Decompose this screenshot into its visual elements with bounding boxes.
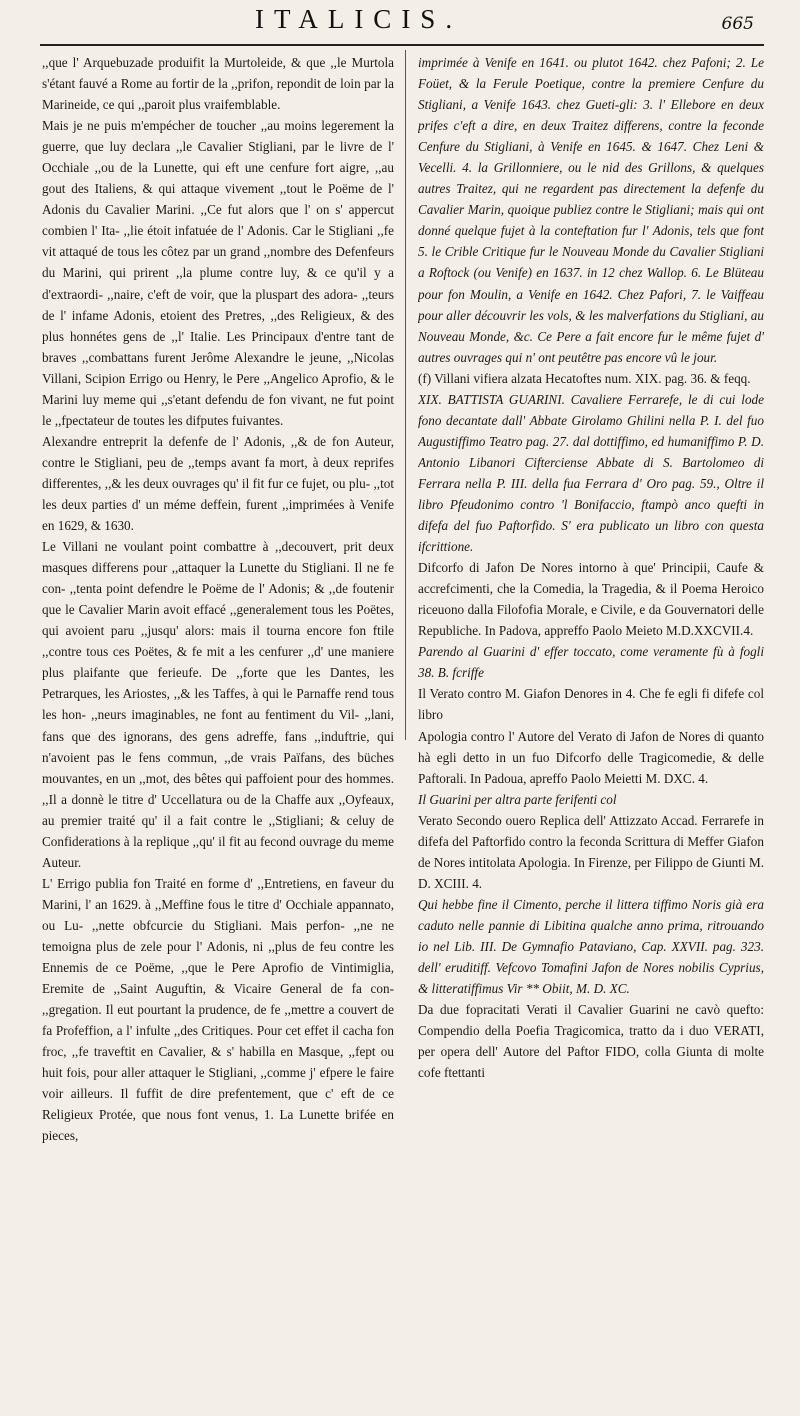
header-rule xyxy=(40,44,764,46)
right-paragraph: imprimée à Venife en 1641. ou plutot 1642. chez Pafoni; 2. Le Foüet, & la Ferule Poetique, contre la premiere Cenfure du Stigliani, a Venife 1643. chez Gueti-gli: 3. l' Ellebore en deux prifes c'eft a dire, en deux Traitez differens, contre la feconde Cenfure du Stigliani, à Venife en 1645. & 1647. Chez Leni & Vecelli. 4. la Grillonniere, ou le nid des Grillons, & quelques autres Traitez, qui ne regardent pas directement la defenfe du Cavalier Marin, quoique publiez contre le Stigliani; mais qui ont donné quelque fujet à la conteftation fur l' Adonis, tels que font 5. le Crible Critique fur le Nouveau Monde du Cavalier Stigliani a Roftock (ou Venife) en 1637. in 12 chez Wallop. 6. Le Blüteau pour fon Moulin, a Venife en 1642. Chez Pafori, 7. le Vaiffeau pour aller découvrir les vols, & les malverfations du Stigliani, au Nouveau Monde, &c. Ce Pere a fait encore fur le même fujet d' autres ouvrages qui n' ont peutêtre pas encore vû le jour. xyxy=(418,55,764,365)
right-paragraph: Il Guarini per altra parte ferifenti col xyxy=(418,791,617,807)
left-paragraph: ,,que l' Arquebuzade produifit la Murtoleide, & que ,,le Murtola s'étant fauvé a Rome au fortir de la ,,prifon, repondit de loin par la Marineide, ce qui ,,paroit plus vraifemblable. xyxy=(42,55,394,113)
page-header xyxy=(0,0,800,48)
right-paragraph: Verato Secondo ouero Replica dell' Attizzato Accad. Ferrarefe in difefa del Paftorfido contro la feconda Scrittura di Meffer Giafon de Nores intitolata Apologia. In Firenze, per Filippo de Giunti M. D. XCIII. 4. xyxy=(418,812,764,891)
right-paragraph: Apologia contro l' Autore del Verato di Jafon de Nores di quanto hà egli detto in un fuo Difcorfo delle Tragicomedie, & delle Paftorali. In Padoua, apreffo Paolo Meietti M. DXC. 4. xyxy=(418,728,764,786)
left-paragraph: Alexandre entreprit la defenfe de l' Adonis, ,,& de fon Auteur, contre le Stigliani, peu de ,,temps avant fa mort, à deux reprifes differentes, ,,& les deux ouvrages qu' il fit fur ce fujet, ou plu- ,,tot les deux parties d' un méme deffein, furent ,,imprimées à Venife en 1629, & 1630. xyxy=(42,433,394,534)
right-paragraph: Il Verato contro M. Giafon Denores in 4. Che fe egli fi difefe col libro xyxy=(418,686,764,723)
column-divider xyxy=(405,50,406,740)
right-paragraph: XIX. BATTISTA GUARINI. Cavaliere Ferrarefe, le di cui lode fono decantate dall' Abbate Girolamo Ghilini nella P. I. del fuo Augustiffimo Teatro pag. 27. dal dottiffimo, ed humaniffimo P. D. Antonio Libanori Cifterciense Abbate di S. Bartolomeo di Ferrara nella P. III. della fua Ferrara d' Oro pag. 59., Oltre il libro Pfeudonimo contro 'l Bonifaccio, ftampò anco quefti in difefa del fuo Paftorfido. S' era publicato un libro con questa ifcrittione. xyxy=(418,391,764,555)
right-paragraph: Parendo al Guarini d' effer toccato, come veramente fù à fogli 38. B. fcriffe xyxy=(418,644,764,681)
running-title: ITALICIS. xyxy=(255,4,463,34)
right-paragraph: Qui hebbe fine il Cimento, perche il littera tiffimo Noris già era caduto nelle pannie di Libitina qualche anno prima, ritrouando io nel Lib. III. De Gymnafio Pataviano, Cap. XXVII. pag. 323. dell' eruditiff. Vefcovo Tomafini Jafon de Nores nobilis Cyprius, & litteratiffimus Vir ** Obiit, M. D. XC. xyxy=(418,896,764,997)
right-paragraph: Difcorfo di Jafon De Nores intorno à que' Principii, Caufe & accrefcimenti, che la Comedia, la Tragedia, & il Poema Heroico riceuono dalla Filofofia Morale, e Civile, e da Gouvernatori delle Republiche. In Padova, appreffo Paolo Meieto M.D.XXCVII.4. xyxy=(418,560,764,639)
right-paragraph: Da due fopracitati Verati il Cavalier Guarini ne cavò quefto: Compendio della Poefia Tragicomica, tratto da i duo VERATI, per opera dell' Autore del Paftor FIDO, colla Giunta di molte cofe ftettanti xyxy=(418,1002,764,1081)
footnote-f: (f) Villani vifiera alzata Hecatoftes num. XIX. pag. 36. & feqq. xyxy=(418,370,751,386)
left-column xyxy=(42,52,394,1402)
page-number: 665 xyxy=(721,14,754,34)
left-paragraph: Le Villani ne voulant point combattre à ,,decouvert, prit deux masques differens pour ,,attaquer la Lunette du Stigliani. Il ne fe con- ,,tenta point defendre le Poëme de l' Adonis; & ,,de foutenir que le Cavalier Marin avoit effacé ,,generalement tous les Poëtes, qui avoient paru ,,jusqu' alors: mais il tourna encore fon ftile ,,contre tous ces Poëtes, & fe mit a les cenfurer ,,d' une maniere plus plaifante que ferieufe. De ,,forte que les Dantes, les Petrarques, les Ariostes, ,,& les Taffes, à qui le Parnaffe rend tous les hon- ,,neurs imaginables, ne font au fentiment du Vil- ,,lani, fans que des ignorans, des gens adreffe, fans ,,induftrie, qui n'avoient pas le fens commun, ,,de vrais Païfans, des büches mouvantes, en un ,,mot, des bêtes qui paffoient pour des hommes. ,,Il a donnè le titre d' Uccellatura ou de la Chaffe aux ,,Oyfeaux, au premier traité qu' il a fait contre le ,,Stigliani; & celuy de Confiderations à la replique ,,qu' il fit au fecond ouvrage du meme Auteur. xyxy=(42,539,394,870)
left-paragraph: L' Errigo publia fon Traité en forme d' ,,Entretiens, en faveur du Marini, l' an 1629. à ,,Meffine fous le titre d' Occhiale appannato, ou Lu- ,,nette obfcurcie du Stigliani. Mais perfon- ,,ne ne temoigna plus de zele pour l' Adonis, ni ,,plus de feu contre les Ennemis de ce Poëme, ,,que le Pere Aprofio de Vintimiglia, Eremite de ,,Saint Auguftin, & Vicaire General de fa con- ,,gregation. Il eut pourtant la prudence, de fe ,,mettre a couvert de fa Profeffion, a l' infulte ,,des Critiques. Pour cet effet il cacha fon froc, ,,fe traveftit en Cavalier, & s' habilla en Masque, ,,fept ou huit fois, pour aller attaquer le Stigliani, ,,comme j' efpere le faire voir ailleurs. Il fuffit de dire prefentement, que c' eft de ce Religieux Protée, que nous font venus, 1. La Lunette brifée en pieces, xyxy=(42,875,394,1144)
right-column xyxy=(418,52,764,1402)
left-paragraph: Mais je ne puis m'empécher de toucher ,,au moins legerement la guerre, que luy declara ,,le Cavalier Stigliani, par le livre de l' Occhiale ,,ou de la Lunette, qui eft une cenfure fort aigre, ,,au gout des Italiens, & qui attaque vivement ,,tout le Poëme de l' Adonis du Cavalier Marini. ,,Ce fut alors que l' on s' appercut combien l' Ita- ,,lie étoit infatuée de l' Adonis. Car le Stigliani ,,fe vit attaqué de tous les côtez par un grand ,,nombre des Defenfeurs du Marini, qui prirent ,,la plume contre luy, & ce qu'il y a d'extraordi- ,,naire, c'eft de voir, que la pluspart des adora- ,,teurs de l' infame Adonis, etoient des Pretres, ,,des Religieux, & des plus honnétes gens de ,,l' Italie. Les Principaux d'entre tant de braves ,,combattans furent Jerôme Alexandre le jeune, ,,Nicolas Villani, Scipion Errigo ou Henry, le Pere ,,Angelico Aprofio, & le Marini luy meme qui ,,s'etant defendu de fon vivant, ne fut point le ,,fpectateur de toutes les difputes fuivantes. xyxy=(42,118,394,428)
